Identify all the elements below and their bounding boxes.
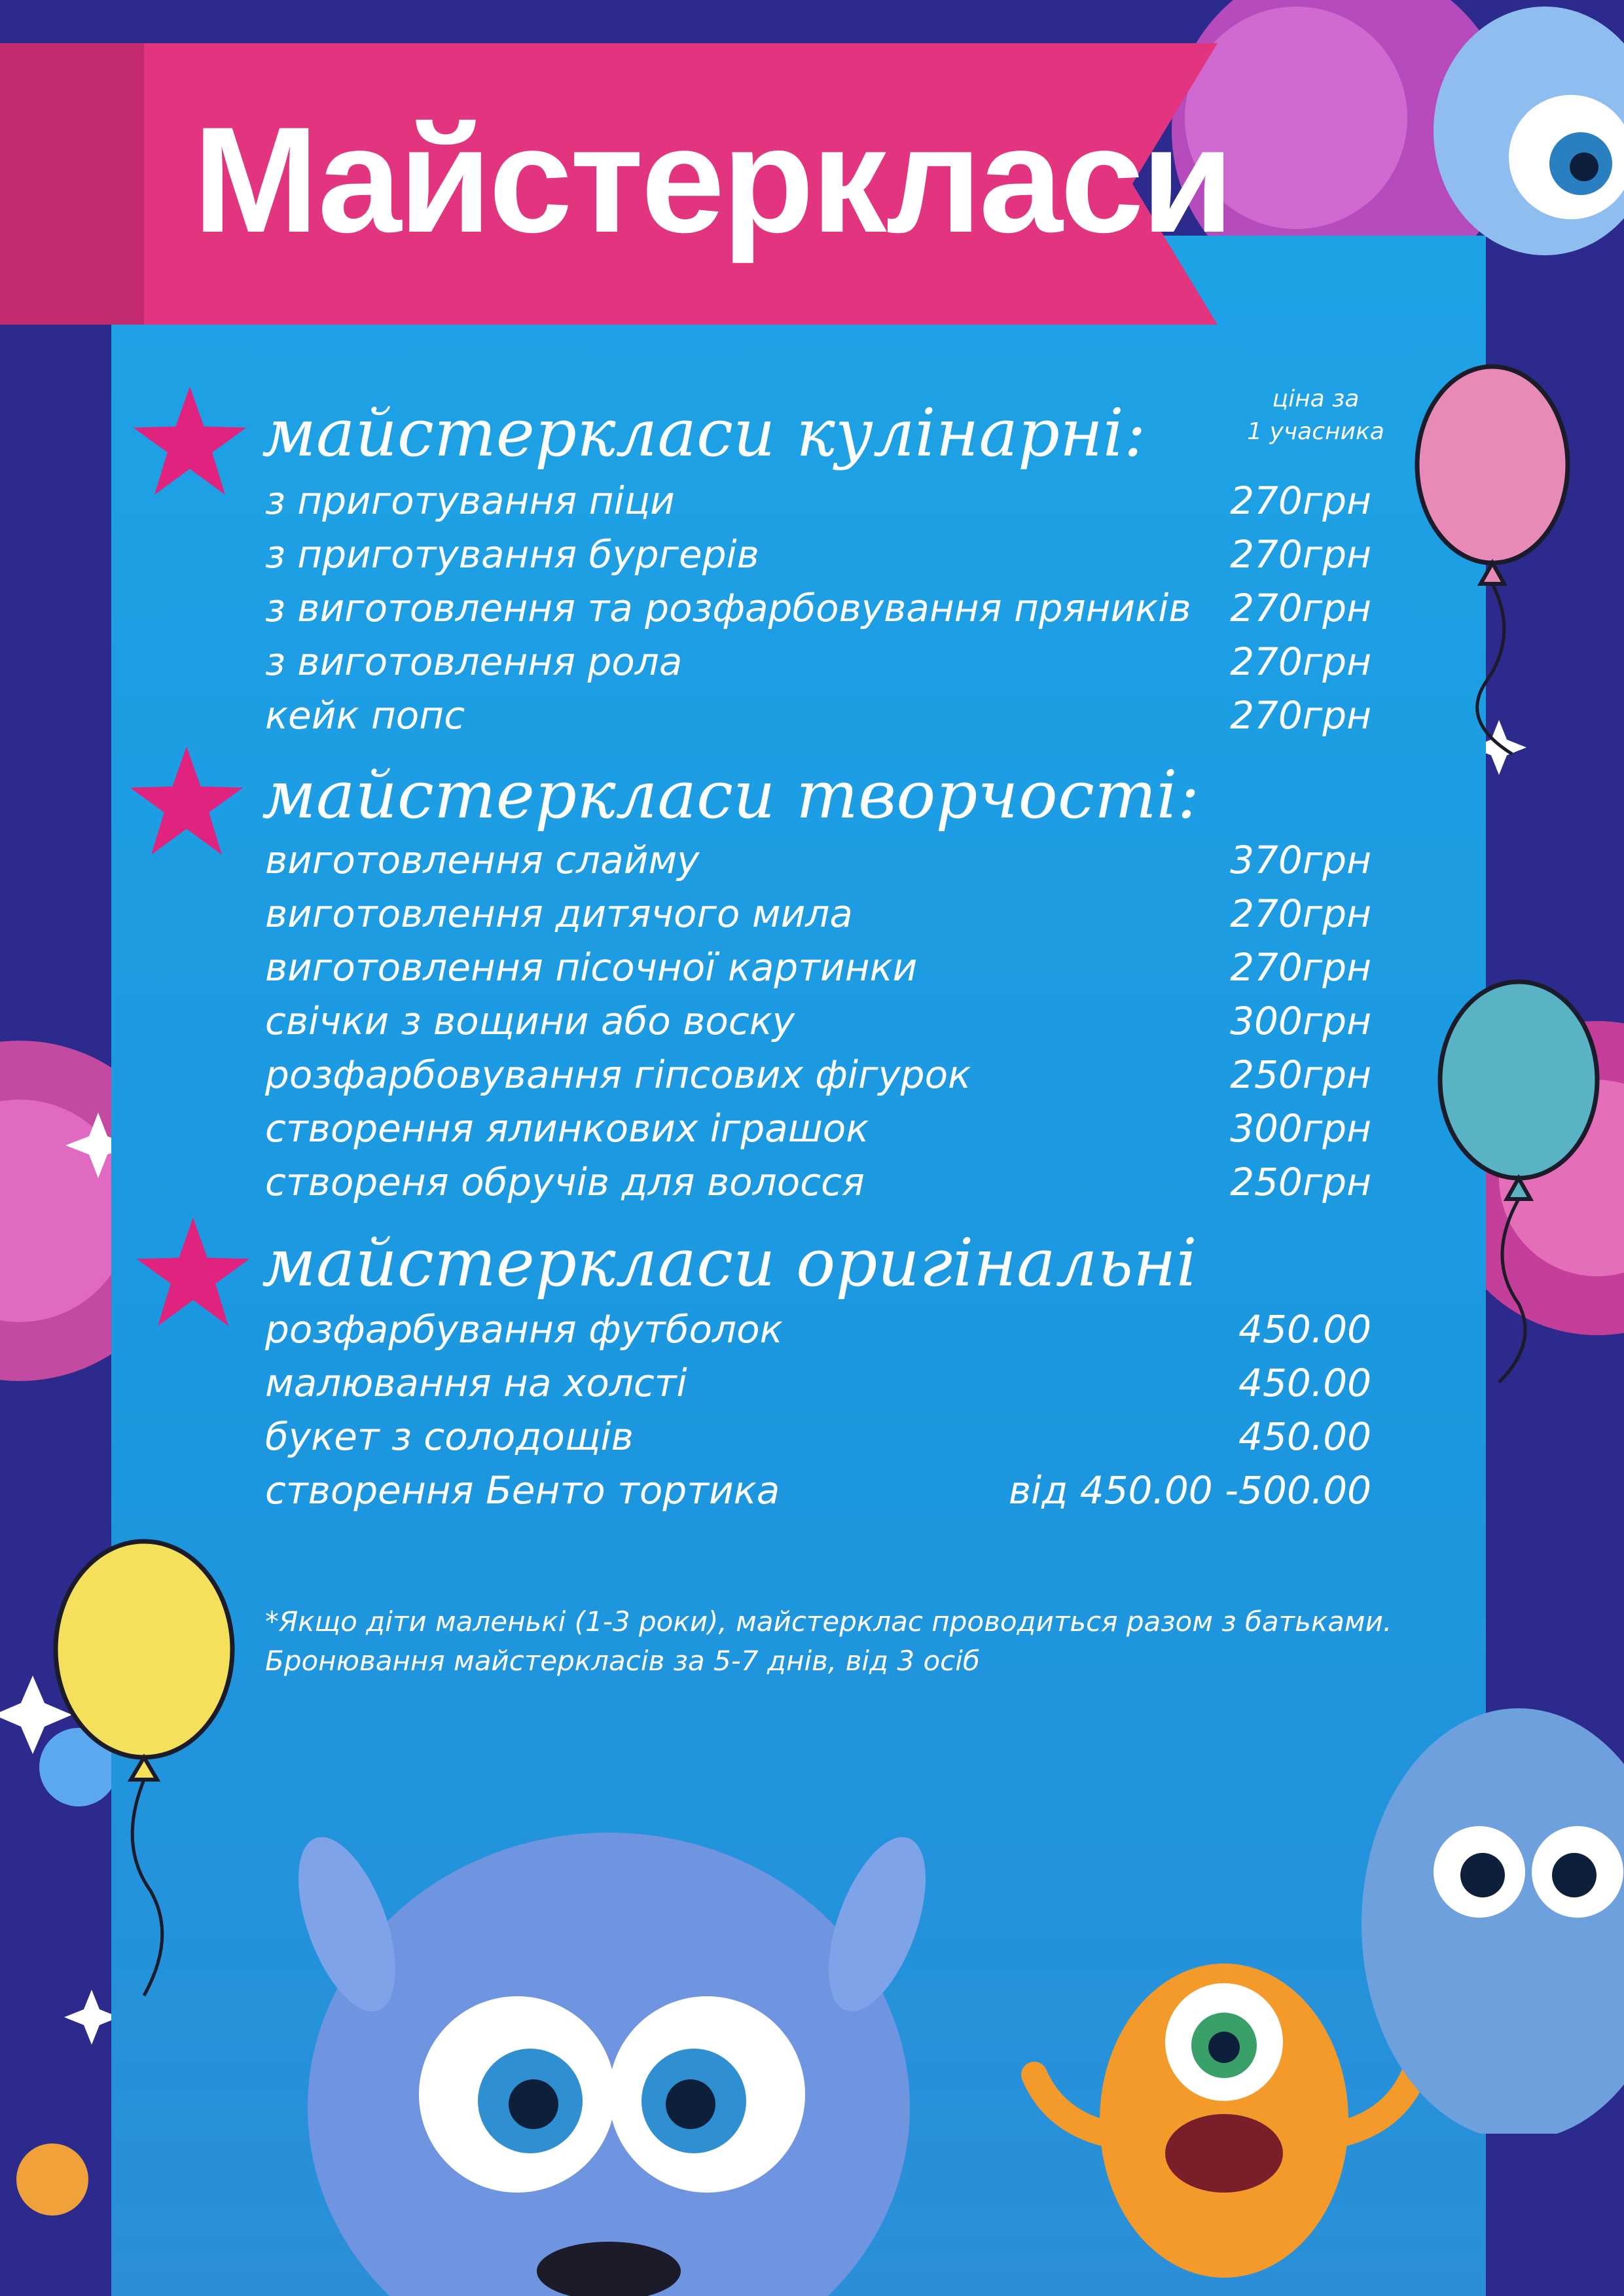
item-price: 450.00 [1238, 1307, 1371, 1352]
list-item [265, 887, 1371, 941]
item-name: букет з солодощів [265, 1414, 634, 1459]
item-price: 300грн [1230, 999, 1371, 1043]
star-icon [134, 1214, 252, 1332]
item-name: кейк попс [265, 693, 465, 738]
star-icon [131, 383, 249, 501]
balloon-icon [1401, 353, 1597, 759]
list-item [265, 528, 1371, 581]
item-name: створеня обручів для волосся [265, 1160, 865, 1204]
item-price: 450.00 [1238, 1414, 1371, 1459]
balloon-icon [39, 1538, 249, 2009]
planet-icon [16, 2144, 88, 2215]
item-name: з приготування бургерів [265, 532, 759, 577]
item-price: 270грн [1230, 586, 1371, 630]
item-name: з виготовлення та розфарбовування пряників [265, 586, 1191, 630]
item-name: створення ялинкових іграшок [265, 1106, 869, 1151]
title-banner-shade [0, 43, 144, 325]
price-note [1237, 383, 1394, 448]
item-price: 270грн [1230, 639, 1371, 684]
item-name: з приготування піци [265, 478, 675, 523]
list-item [265, 635, 1371, 689]
star-icon [128, 743, 245, 861]
item-name: з виготовлення рола [265, 639, 683, 684]
item-price: 270грн [1230, 478, 1371, 523]
list-item [265, 833, 1371, 887]
section-heading-culinary: майстеркласи кулінарні: [262, 395, 1146, 471]
item-name: розфарбовування гіпсових фігурок [265, 1052, 971, 1097]
item-name: виготовлення дитячого мила [265, 891, 853, 936]
item-name: виготовлення пісочної картинки [265, 945, 918, 990]
balloon-icon [1420, 975, 1617, 1394]
item-name: свічки з вощини або воску [265, 999, 795, 1043]
list-item [265, 474, 1371, 528]
item-price: 370грн [1230, 838, 1371, 882]
monster-icon [275, 1767, 943, 2296]
price-note-line1: ціна за [1272, 386, 1360, 412]
list-item [265, 1048, 1371, 1102]
list-item [265, 689, 1371, 742]
list-item [265, 1302, 1371, 1356]
item-name: розфарбування футболок [265, 1307, 783, 1352]
list-item [265, 1102, 1371, 1155]
item-price: від 450.00 -500.00 [1008, 1468, 1371, 1513]
item-price: 270грн [1230, 945, 1371, 990]
list-item [265, 994, 1371, 1048]
item-name: малювання на холсті [265, 1361, 687, 1405]
item-price: 450.00 [1238, 1361, 1371, 1405]
list-item [265, 1463, 1371, 1517]
item-price: 250грн [1230, 1160, 1371, 1204]
item-price: 250грн [1230, 1052, 1371, 1097]
note-line2: Бронювання майстеркласів за 5-7 днів, від 3 осіб [265, 1645, 980, 1677]
list-item [265, 941, 1371, 994]
item-price: 270грн [1230, 532, 1371, 577]
monster-icon [1335, 1676, 1624, 2134]
item-price: 270грн [1230, 693, 1371, 738]
monster-icon [1420, 0, 1624, 275]
item-price: 270грн [1230, 891, 1371, 936]
item-name: створення Бенто тортика [265, 1468, 780, 1513]
list-item [265, 1356, 1371, 1410]
list-item [265, 1410, 1371, 1463]
list-item [265, 1155, 1371, 1209]
item-name: виготовлення слайму [265, 838, 700, 882]
section-heading-creative: майстеркласи творчості: [262, 757, 1200, 833]
note-line1: *Якщо діти маленькі (1-3 роки), майстерклас проводиться разом з батьками. [265, 1605, 1392, 1638]
item-price: 300грн [1230, 1106, 1371, 1151]
section-heading-original: майстеркласи оригінальні [262, 1225, 1197, 1301]
price-note-line2: 1 учасника [1247, 418, 1384, 445]
list-item [265, 581, 1371, 635]
page-title: Майстеркласи [193, 96, 1231, 264]
